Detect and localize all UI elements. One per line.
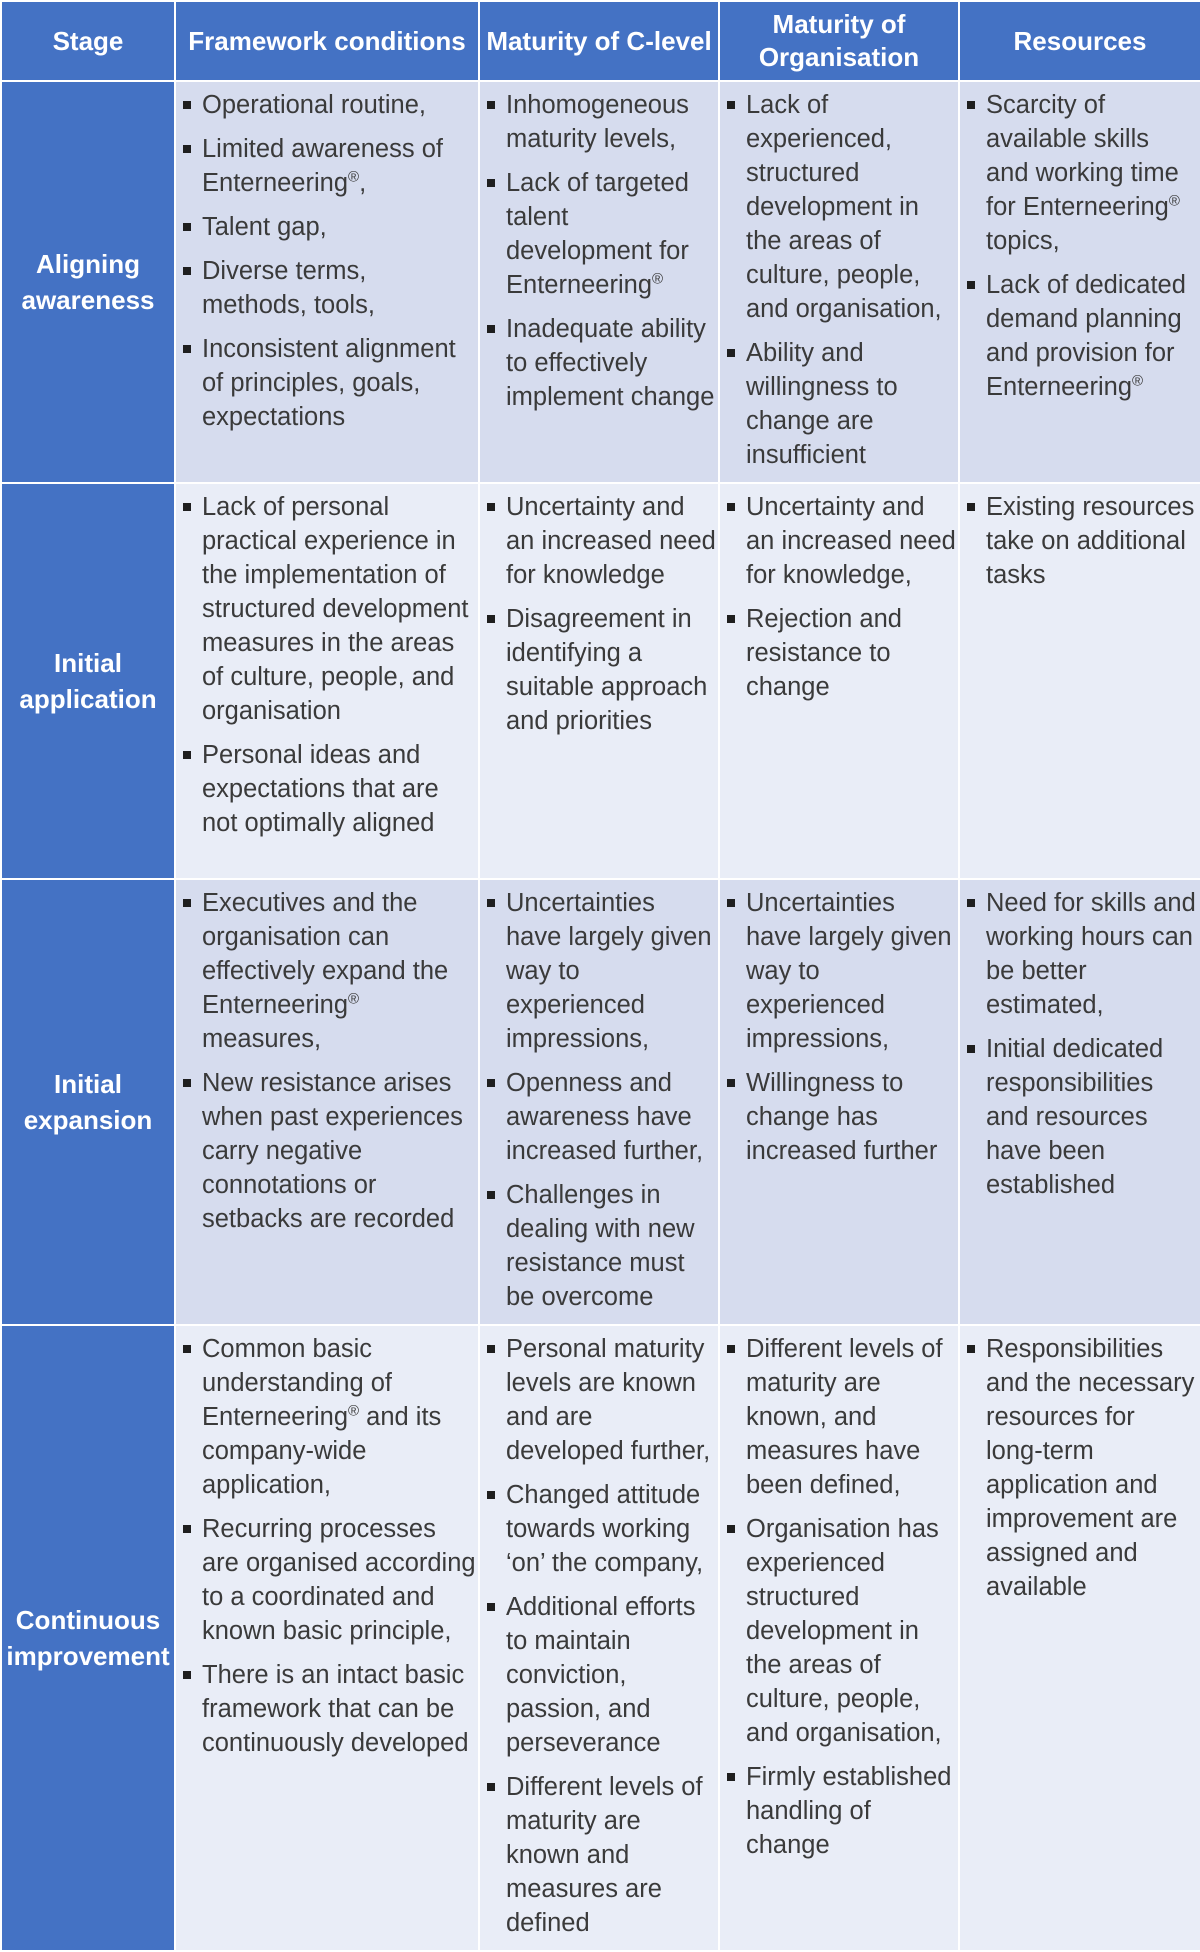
- c-level-maturity-cell: [479, 81, 719, 483]
- bullet-item: Different levels of maturity are known and measures are defined: [480, 1770, 718, 1940]
- stage-cell: Continuous improvement: [1, 1325, 175, 1951]
- organisation-maturity-cell: [719, 483, 959, 879]
- bullet-item: Uncertainty and an increased need for knowledge,: [720, 490, 958, 592]
- bullet-item: Executives and the organisation can effectively expand the Enterneering® measures,: [176, 886, 478, 1056]
- bullet-item: Lack of personal practical experience in the implementation of structured development measures in the areas of culture, people, and organisation: [176, 490, 478, 728]
- bullet-item: Recurring processes are organised according to a coordinated and known basic principle,: [176, 1512, 478, 1648]
- bullet-item: Lack of experienced, structured development in the areas of culture, people, and organisation,: [720, 88, 958, 326]
- bullet-item: Personal maturity levels are known and are developed further,: [480, 1332, 718, 1468]
- c-level-maturity-cell: [479, 483, 719, 879]
- bullet-item: Additional efforts to maintain conviction, passion, and perseverance: [480, 1590, 718, 1760]
- bullet-item: Initial dedicated responsibilities and resources have been established: [960, 1032, 1200, 1202]
- stage-cell: Aligning awareness: [1, 81, 175, 483]
- bullet-item: Inconsistent alignment of principles, goals, expectations: [176, 332, 478, 434]
- bullet-item: Challenges in dealing with new resistance must be overcome: [480, 1178, 718, 1314]
- bullet-item: Existing resources take on additional tasks: [960, 490, 1200, 592]
- table-row: [1, 879, 1200, 1325]
- organisation-maturity-cell: [719, 1325, 959, 1951]
- bullet-item: Willingness to change has increased further: [720, 1066, 958, 1168]
- framework-conditions-cell: [175, 879, 479, 1325]
- bullet-item: Ability and willingness to change are insufficient: [720, 336, 958, 472]
- bullet-item: Disagreement in identifying a suitable approach and priorities: [480, 602, 718, 738]
- resources-cell: [959, 879, 1200, 1325]
- bullet-item: Uncertainty and an increased need for knowledge: [480, 490, 718, 592]
- resources-cell: [959, 81, 1200, 483]
- header-resources: Resources: [959, 1, 1200, 81]
- bullet-item: Lack of targeted talent development for Enterneering®: [480, 166, 718, 302]
- header-maturity-organisation: Maturity of Organisation: [719, 1, 959, 81]
- organisation-maturity-cell: [719, 879, 959, 1325]
- bullet-item: Lack of dedicated demand planning and provision for Enterneering®: [960, 268, 1200, 404]
- c-level-maturity-cell: [479, 1325, 719, 1951]
- resources-cell: [959, 1325, 1200, 1951]
- resources-cell: [959, 483, 1200, 879]
- bullet-item: Responsibilities and the necessary resources for long-term application and improvement are assigned and available: [960, 1332, 1200, 1604]
- table-row: [1, 81, 1200, 483]
- header-framework-conditions: Framework conditions: [175, 1, 479, 81]
- framework-conditions-cell: [175, 1325, 479, 1951]
- organisation-maturity-cell: [719, 81, 959, 483]
- framework-conditions-cell: [175, 483, 479, 879]
- bullet-item: Uncertainties have largely given way to experienced impressions,: [480, 886, 718, 1056]
- bullet-item: Inhomogeneous maturity levels,: [480, 88, 718, 156]
- bullet-item: Uncertainties have largely given way to experienced impressions,: [720, 886, 958, 1056]
- bullet-item: Personal ideas and expectations that are not optimally aligned: [176, 738, 478, 840]
- bullet-item: Talent gap,: [176, 210, 478, 244]
- header-stage: Stage: [1, 1, 175, 81]
- bullet-item: Changed attitude towards working ‘on’ the company,: [480, 1478, 718, 1580]
- stage-cell: Initial expansion: [1, 879, 175, 1325]
- table-row: [1, 483, 1200, 879]
- stage-cell: Initial application: [1, 483, 175, 879]
- bullet-item: New resistance arises when past experiences carry negative connotations or setbacks are recorded: [176, 1066, 478, 1236]
- bullet-item: Openness and awareness have increased further,: [480, 1066, 718, 1168]
- bullet-item: Inadequate ability to effectively implement change: [480, 312, 718, 414]
- c-level-maturity-cell: [479, 879, 719, 1325]
- bullet-item: Limited awareness of Enterneering®,: [176, 132, 478, 200]
- bullet-item: Scarcity of available skills and working time for Enterneering® topics,: [960, 88, 1200, 258]
- bullet-item: There is an intact basic framework that can be continuously developed: [176, 1658, 478, 1760]
- header-maturity-c-level: Maturity of C-level: [479, 1, 719, 81]
- bullet-item: Rejection and resistance to change: [720, 602, 958, 704]
- bullet-item: Operational routine,: [176, 88, 478, 122]
- bullet-item: Firmly established handling of change: [720, 1760, 958, 1862]
- header-row: [1, 1, 1200, 81]
- bullet-item: Need for skills and working hours can be better estimated,: [960, 886, 1200, 1022]
- bullet-item: Diverse terms, methods, tools,: [176, 254, 478, 322]
- table-row: [1, 1325, 1200, 1951]
- framework-conditions-cell: [175, 81, 479, 483]
- bullet-item: Different levels of maturity are known, and measures have been defined,: [720, 1332, 958, 1502]
- bullet-item: Organisation has experienced structured development in the areas of culture, people, and organisation,: [720, 1512, 958, 1750]
- bullet-item: Common basic understanding of Enterneering® and its company-wide application,: [176, 1332, 478, 1502]
